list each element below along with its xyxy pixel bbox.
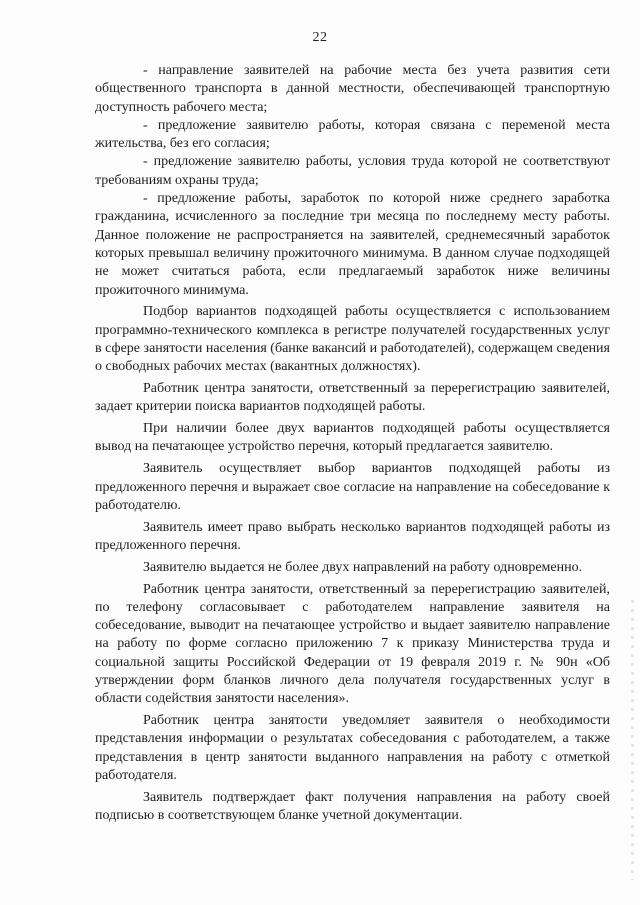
scan-edge-mark (631, 600, 634, 880)
paragraph-applicant-choice: Заявитель осуществляет выбор вариантов подходящей работы из предложенного перечня и выражает свое согласие на направление на собеседование к работодателю. (95, 461, 610, 513)
paragraph-labor-safety: - предложение заявителю работы, условия труда которой не соответствуют требованиям охраны труда; (95, 154, 610, 188)
paragraph-multiple-options: Заявитель имеет право выбрать несколько вариантов подходящей работы из предложенного перечня. (95, 519, 610, 553)
document-body (95, 62, 610, 829)
paragraph-search-criteria: Работник центра занятости, ответственный за перерегистрацию заявителей, задает критерии поиска вариантов подходящей работы. (95, 381, 610, 415)
paragraph-change-of-residence: - предложение заявителю работы, которая связана с переменой места жительства, без его согласия; (95, 117, 610, 152)
paragraph-two-referrals: Заявителю выдается не более двух направлений на работу одновременно. (143, 559, 583, 575)
paragraph-job-selection: Подбор вариантов подходящей работы осуществляется с использованием программно-технического комплекса в регистре получателей государственных услуг в сфере занятости населения (банке вакансий и работодателей), содержащем сведения о свободных рабочих местах (вакантных должностях). (95, 304, 610, 375)
paragraph-interview-results: Работник центра занятости уведомляет заявителя о необходимости представления информации о результатах собеседования с работодателем, а также представления в центр занятости выданного направления на работу с отметкой работодателя. (95, 713, 610, 783)
paragraph-transport-accessibility: - направление заявителей на рабочие места без учета развития сети общественного транспорта в данной местности, обеспечивающей транспортную доступность рабочего места; (95, 63, 610, 115)
paragraph-print-list: При наличии более двух вариантов подходящей работы осуществляется вывод на печатающее устройство перечня, который предлагается заявителю. (95, 421, 610, 455)
page-number: 22 (312, 30, 328, 45)
paragraph-referral-issuance: Работник центра занятости, ответственный за перерегистрацию заявителей, по телефону согласовывает с работодателем направление заявителя на собеседование, выводит на печатающее устройство и выдает заявителю направление на работу по форме согласно приложению 7 к приказу Министерства труда и социальной защиты Российской Федерации от 19 февраля 2019 г. № 90н «Об утверждении форм бланков личного дела получателя государственных услуг в области содействия занятости населения». (95, 581, 610, 707)
paragraph-signature-confirmation: Заявитель подтверждает факт получения направления на работу своей подписью в соответствующем бланке учетной документации. (95, 789, 610, 824)
paragraph-low-wage: - предложение работы, заработок по которой ниже среднего заработка гражданина, исчисленного за последние три месяца по последнему месту работы. Данное положение не распространяется на заявителей, среднемесячный заработок которых превышал величину прожиточного минимума. В данном случае подходящей не может считаться работа, если предлагаемый заработок ниже величины прожиточного минимума. (95, 191, 610, 298)
